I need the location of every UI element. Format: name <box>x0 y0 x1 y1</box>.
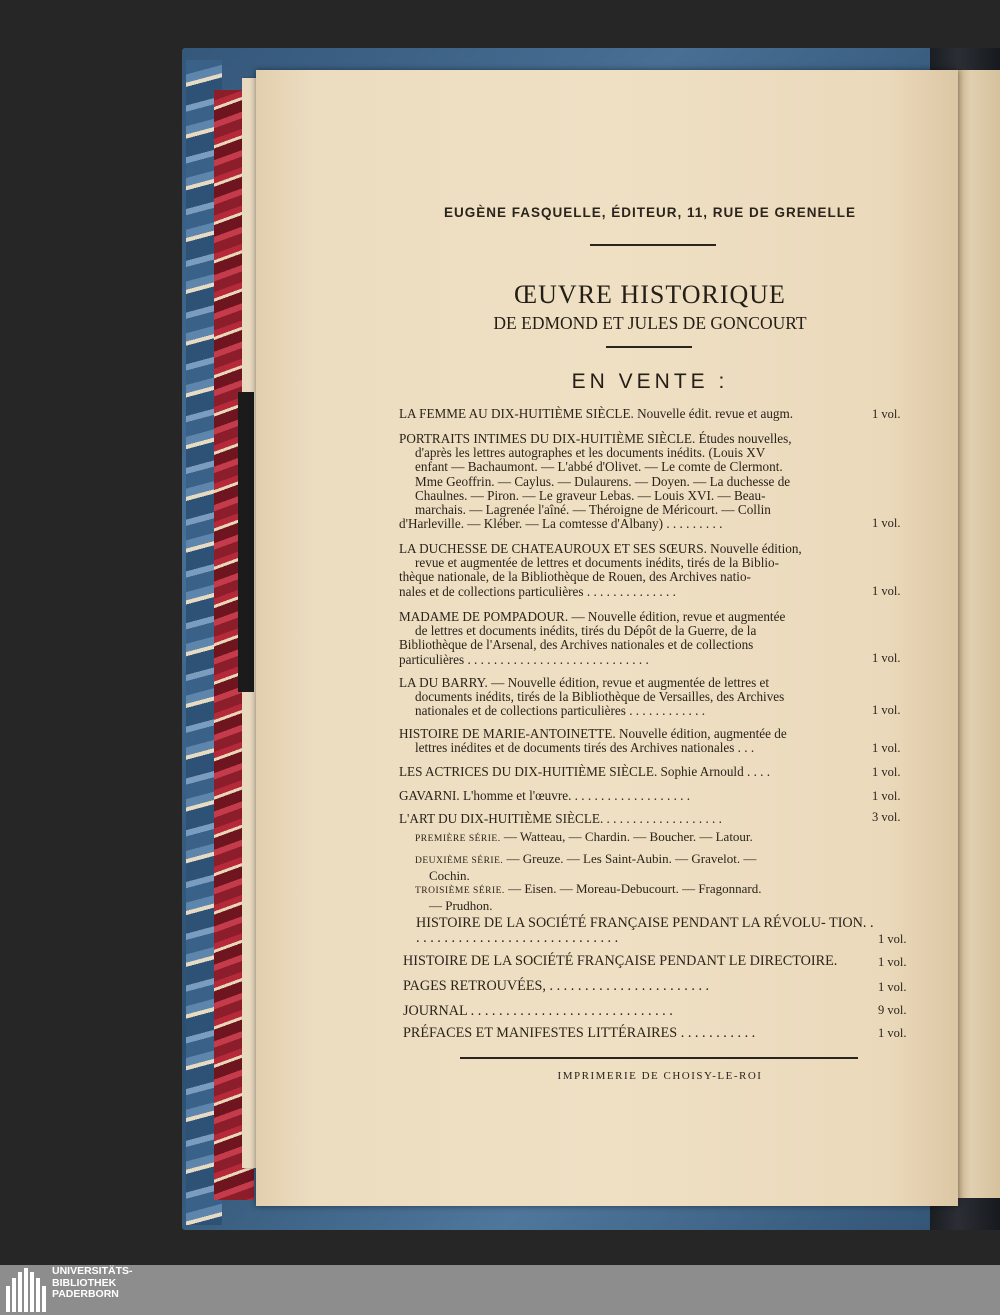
printer-imprint: IMPRIMERIE DE CHOISY-LE-ROI <box>557 1070 763 1082</box>
entry-text: HISTOIRE DE MARIE-ANTOINETTE. Nouvelle édition, augmentée de <box>399 726 787 741</box>
entry-text: HISTOIRE DE LA SOCIÉTÉ FRANÇAISE PENDANT LA RÉVOLU- <box>416 915 826 931</box>
section-heading: EN VENTE : <box>571 370 729 393</box>
list-item <box>399 432 869 531</box>
series-text: — Prudhon. <box>429 897 493 913</box>
entry-text: de lettres et documents inédits, tirés du Dépôt de la Guerre, de la <box>415 623 757 639</box>
list-item <box>403 1026 873 1041</box>
series-item <box>415 882 870 913</box>
entry-text: L'ART DU DIX-HUITIÈME SIÈCLE. . . . . . . . . . . . . . . . . . . <box>399 811 722 826</box>
volume-count: 3 vol. <box>872 810 901 824</box>
entry-text: LES ACTRICES DU DIX-HUITIÈME SIÈCLE. Sophie Arnould . . . . <box>399 764 771 779</box>
list-item <box>403 954 873 969</box>
publisher-header: EUGÈNE FASQUELLE, ÉDITEUR, 11, RUE DE GRENELLE <box>443 205 857 220</box>
volume-count: 1 vol. <box>872 407 901 421</box>
library-name-line: PADERBORN <box>52 1288 119 1300</box>
leaf-shadow <box>238 392 254 692</box>
entry-text: revue et augmentée de lettres et documents inédits, tirés de la Biblio- <box>415 555 780 571</box>
list-item <box>399 765 869 779</box>
series-text: — Eisen. — Moreau-Debucourt. — Fragonnard. <box>508 881 762 896</box>
entry-text: enfant — Bachaumont. — L'abbé d'Olivet. — Le comte de Clermont. <box>415 459 783 475</box>
list-item <box>399 542 869 599</box>
library-footer-bar <box>0 1265 1000 1315</box>
volume-count: 1 vol. <box>878 1026 907 1040</box>
entry-text: Bibliothèque de l'Arsenal, des Archives nationales et de collections <box>399 637 754 653</box>
entry-text: PAGES RETROUVÉES, . . . . . . . . . . . . . . . . . . . . . . . <box>403 978 710 994</box>
entry-text: MADAME DE POMPADOUR. — Nouvelle édition, revue et augmentée <box>399 609 786 624</box>
volume-count: 1 vol. <box>878 932 907 946</box>
entry-text: Mme Geoffrin. — Caylus. — Dulaurens. — Doyen. — La duchesse de <box>415 473 791 489</box>
page-title: ŒUVRE HISTORIQUE <box>514 280 786 309</box>
volume-count: 1 vol. <box>872 584 901 598</box>
list-item <box>399 676 869 719</box>
entry-text: marchais. — Lagrenée l'aîné. — Théroigne de Méricourt. — Collin <box>415 502 771 518</box>
entry-text: TION. . . . . . . . . . . . . . . . . . . . . . . . . . . . . . . <box>416 915 874 946</box>
entry-text: LA FEMME AU DIX-HUITIÈME SIÈCLE. Nouvelle édit. revue et augm. <box>399 406 794 421</box>
volume-count: 1 vol. <box>878 955 907 969</box>
series-label: PREMIÈRE SÉRIE. <box>415 834 501 844</box>
title-rule <box>606 346 692 348</box>
list-item <box>399 407 869 421</box>
entry-text: nationales et de collections particulières . . . . . . . . . . . . <box>415 703 706 719</box>
volume-count: 1 vol. <box>872 703 901 717</box>
entry-text: JOURNAL . . . . . . . . . . . . . . . . . . . . . . . . . . . . . <box>403 1003 673 1019</box>
list-item <box>416 916 876 946</box>
list-item <box>399 610 869 667</box>
volume-count: 1 vol. <box>872 516 901 530</box>
facing-page-edge <box>958 70 1000 1198</box>
series-item <box>415 852 870 883</box>
volume-count: 1 vol. <box>872 651 901 665</box>
list-item <box>399 727 869 755</box>
header-rule <box>590 244 716 246</box>
list-item <box>399 812 869 826</box>
entry-text: PRÉFACES ET MANIFESTES LITTÉRAIRES . . . . . . . . . . . <box>403 1025 756 1041</box>
entry-text: LA DU BARRY. — Nouvelle édition, revue et augmentée de lettres et <box>399 675 770 690</box>
library-logo-text <box>52 1266 133 1301</box>
volume-count: 1 vol. <box>872 765 901 779</box>
list-item <box>403 979 873 994</box>
entry-text: d'après les lettres autographes et les documents inédits. (Louis XV <box>415 445 766 461</box>
series-label: TROISIÈME SÉRIE. <box>415 886 505 896</box>
entry-text: thèque nationale, de la Bibliothèque de Rouen, des Archives natio- <box>399 569 751 585</box>
series-text: — Watteau, — Chardin. — Boucher. — Latour. <box>503 829 753 844</box>
entry-text: GAVARNI. L'homme et l'œuvre. . . . . . . . . . . . . . . . . . . <box>399 788 691 803</box>
volume-count: 9 vol. <box>878 1003 907 1017</box>
library-name-line: UNIVERSITÄTS- <box>52 1265 133 1277</box>
volume-count: 1 vol. <box>872 741 901 755</box>
entry-text: Chaulnes. — Piron. — Le graveur Lebas. — Louis XVI. — Beau- <box>415 487 766 503</box>
entry-text: documents inédits, tirés de la Bibliothèque de Versailles, des Archives <box>415 689 785 705</box>
library-name-line: BIBLIOTHEK <box>52 1276 117 1289</box>
volume-count: 1 vol. <box>878 980 907 994</box>
entry-text: nales et de collections particulières . . . . . . . . . . . . . . <box>399 583 676 599</box>
page-subtitle: DE EDMOND ET JULES DE GONCOURT <box>493 313 807 333</box>
entry-text: HISTOIRE DE LA SOCIÉTÉ FRANÇAISE PENDANT LE DIRECTOIRE. <box>403 953 838 969</box>
entry-text: particulières . . . . . . . . . . . . . . . . . . . . . . . . . . . . <box>399 651 649 667</box>
entry-text: lettres inédites et de documents tirés des Archives nationales . . . <box>415 740 755 756</box>
entry-text: d'Harleville. — Kléber. — La comtesse d'Albany) . . . . . . . . . <box>399 516 723 532</box>
footer-rule <box>460 1057 858 1059</box>
series-item <box>415 830 870 847</box>
list-item <box>403 1004 873 1019</box>
series-text: — Greuze. — Les Saint-Aubin. — Gravelot. — <box>506 851 757 866</box>
entry-text: PORTRAITS INTIMES DU DIX-HUITIÈME SIÈCLE. Études nouvelles, <box>399 431 792 446</box>
series-label: DEUXIÈME SÉRIE. <box>415 856 504 866</box>
list-item <box>399 789 869 803</box>
series-text: Cochin. <box>429 867 470 883</box>
volume-count: 1 vol. <box>872 789 901 803</box>
library-logo-icon <box>6 1268 48 1312</box>
entry-text: LA DUCHESSE DE CHATEAUROUX ET SES SŒURS. Nouvelle édition, <box>399 541 802 556</box>
